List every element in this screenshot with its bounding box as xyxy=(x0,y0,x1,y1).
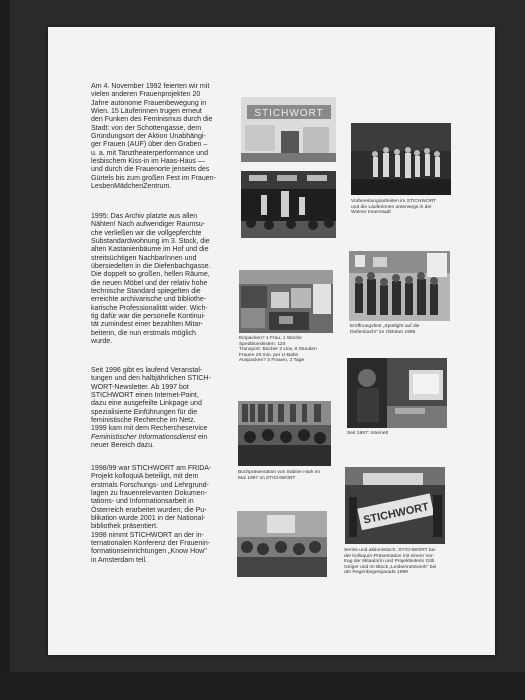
paragraph-1996-events xyxy=(91,367,247,450)
parade-banner-text: STICHWORT xyxy=(362,500,431,527)
caption-packing: Einpacken? 1 Frau, 1 Woche Speditionskisten: 124 Transport: Bücher 2 Lkw, 8 Stunden Frauen 20 min. per U-Bahn Auspacken? 3 Frauen, 2 Tage xyxy=(239,336,317,364)
banner-text: STICHWORT xyxy=(254,108,324,119)
photo-runners-city xyxy=(351,123,451,195)
paragraph-1996-end: ein neuer Bereich dazu. xyxy=(91,433,208,450)
caption-internet: Seit 1997: Internet! xyxy=(347,431,389,436)
wall-background xyxy=(0,0,10,700)
caption-book: Buchpräsentation von Sabine Hark im Mai 1997 im STICHWORT xyxy=(238,470,321,481)
paragraph-1992-run: Am 4. November 1992 feierten wir mit vielen anderen Frauenprojekten 20 Jahre autonome Frauenbewegung in Wien. 15 Läuferinnen trugen erneut den Funken des Feminismus durch die Stadt: von der Schottengasse, dem Gründungsort der Aktion Unabhängi- ger Frauen (AUF) über den Graben – u. a. mit Tanztheaterperformance und lesbischem Kiss-in im Haas-Haus — und durch die Frauenorte jenseits des Gürtels bis zum großen Fest im Frauen- LesbenMädchenZentrum. xyxy=(91,83,216,191)
photo-book-presentation xyxy=(238,401,331,466)
paragraph-1996-text: Seit 1996 gibt es laufend Veranstal- tungen und den halbjährlichen STICH- WORT-Newsletter. Ab 1997 bot STICHWORT einen Internet-Point, dazu eine ausgefeilte Linkpage und spezialisierte Einführungen für die feministische Recherche im Netz. 1999 kam mit dem Rechercheservice xyxy=(91,367,211,433)
caption-opening: Eröffnungsfest „Spotlight auf die Diefenbach!" im Oktober 1995 xyxy=(350,324,420,335)
photo-kolloquia-presentation xyxy=(237,511,327,577)
photo-opening-party xyxy=(349,251,450,321)
photo-preparation-work xyxy=(241,97,336,162)
photo-rainbow-parade xyxy=(345,467,445,544)
caption-parade: Seriös und aktionistisch: STICHWORT bei der kolloquiA-Präsentation mit einem Vor- trag der Mitautorin und Projektleiterin Gitti Geiger und im Block „Lesbennetzwerk" bei der Regenbogenparade 1999 xyxy=(344,548,437,576)
photo-moving-boxes xyxy=(239,270,333,333)
caption-preparation: Vorbereitungsarbeiten im STICHWORT und die Läuferinnen unterwegs in der Wiener Innenstadt xyxy=(351,199,437,216)
paragraph-1998-kolloquia: 1998/99 war STICHWORT am FRIDA- Projekt kolloquiA beteiligt, mit dem erstmals Forschungs- und Lehrgrund- lagen zu frauenrelevanten Dokumen- tations- und Informationsarbeit in Österreich erarbeitet wurden; die Pu- blikation wurde 2001 in der National- bibliothek präsentiert. 1998 nimmt STICHWORT an der in- ternationalen Konferenz der Frauenin- formationseinrichtungen „Know How" in Amsterdam teil. xyxy=(91,465,212,564)
photo-internet-point xyxy=(347,358,447,428)
floor-edge xyxy=(0,672,525,700)
paragraph-1995-move: 1995: Das Archiv platzte aus allen Nähten! Nach aufwendiger Raumsu- che verließen wir die vollgepferchte Substandardwohnung im 3. Stock, die alten Kastanienbäume im Hof und die streitsüchtigen NachbarInnen und übersiedelten in die Diefenbachgasse. Die doppelt so großen, hellen Räume, die neuen Möbel und der relativ hohe technische Standard spiegelten die erreichte archivarische und bibliothe- karische Professionalität wider. Wich- tig dafür war die personelle Kontinui- tät zumindest einer bezahlten Mitar- beiterin, die nun erstmals möglich wurde. xyxy=(91,213,211,346)
photo-performance xyxy=(241,171,336,238)
exhibition-poster xyxy=(48,27,495,655)
feminist-info-service: Feministischer Informationsdienst xyxy=(91,433,196,441)
